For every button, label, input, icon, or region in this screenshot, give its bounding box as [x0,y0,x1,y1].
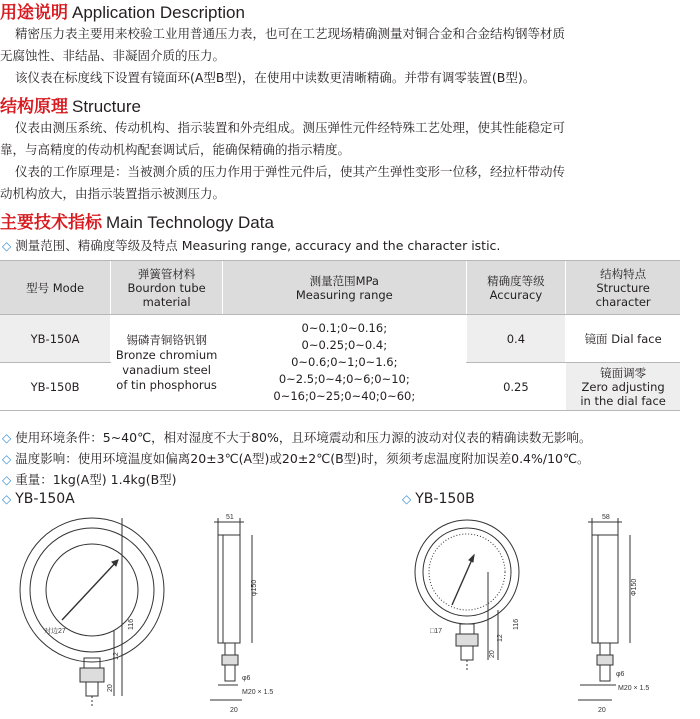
a-dim-stem: φ6 [242,675,251,682]
b-dim-side-width: 58 [602,514,610,521]
structure-title-en: Structure [72,97,141,116]
character-b: 镜面调零 Zero adjusting in the dial face [566,363,680,411]
b-dim-thread: M20 × 1.5 [618,685,650,692]
gauge-a-outer-ring [20,518,164,662]
accuracy-a: 0.4 [466,315,566,363]
a-dim-20a: 20 [107,684,114,692]
application-title-cn: 用途说明 [0,3,68,23]
b-dim-20b: 20 [598,707,606,714]
application-line-2: 无腐蚀性、非结晶、非凝固介质的压力。 [0,48,226,63]
header-accuracy: 精确度等级 Accuracy [466,261,566,315]
model-b: YB-150B [0,363,111,411]
b-dim-diameter: Φ150 [631,578,638,596]
diamond-icon: ◇ [2,452,12,466]
b-dim-across: □17 [430,628,443,635]
diamond-icon: ◇ [2,431,12,445]
diamond-icon: ◇ [402,492,412,506]
application-line-1: 精密压力表主要用来校验工业用普通压力表，也可在工艺现场精确测量对铜合金和合金结构钢等材质 [15,26,566,41]
drawing-a-title: ◇ YB-150A [2,491,75,507]
structure-line-2: 靠，与高精度的传动机构配套调试后，能确保精确的指示精度。 [0,142,351,157]
note-1: ◇ 使用环境条件：5~40℃，相对湿度不大于80%，且环境震动和压力源的波动对仪表的精确读数无影响。 [2,430,592,445]
drawing-b [400,510,700,715]
application-title-en: Application Description [72,3,245,22]
application-heading [0,0,245,23]
a-dim-diameter: φ150 [251,579,258,596]
diamond-icon: ◇ [2,239,12,253]
header-range: 测量范围MPa Measuring range [223,261,466,315]
a-dim-height: 116 [128,618,135,630]
structure-line-4: 动机构放大，由指示装置指示被测压力。 [0,186,226,201]
material-cell: 锡磷青铜铬钒钢 Bronze chromium vanadium steel of tin phosphorus [111,315,223,411]
a-dim-across: 对边27 [44,628,66,635]
character-a: 镜面 Dial face [566,315,680,363]
accuracy-b: 0.25 [466,363,566,411]
header-character: 结构特点 Structure character [566,261,680,315]
application-line-3: 该仪表在标度线下设置有镜面环(A型B型)，在使用中读数更清晰精确。并带有调零装置(B型)。 [15,70,536,85]
structure-title-cn: 结构原理 [0,97,68,117]
structure-line-3: 仪表的工作原理是：当被测介质的压力作用于弹性元件后，使其产生弹性变形一位移，经拉杆带动传 [15,164,566,179]
note-3: ◇ 重量：1kg(A型) 1.4kg(B型) [2,472,177,487]
b-dim-height: 116 [513,618,520,630]
b-dim-stem: φ6 [616,671,625,678]
structure-heading [0,92,141,117]
table-caption [2,236,500,254]
tech-title-en: Main Technology Data [106,213,274,232]
table-header-row [0,261,680,315]
diamond-icon: ◇ [2,473,12,487]
a-dim-20b: 20 [230,707,238,714]
header-model: 型号 Mode [0,261,111,315]
spec-table [0,260,680,411]
a-dim-12: 12 [113,652,120,660]
diamond-icon: ◇ [2,492,12,506]
table-caption-text: 测量范围、精确度等级及特点 Measuring range, accuracy and the character istic. [15,238,501,253]
range-cell: 0~0.1;0~0.16; 0~0.25;0~0.4; 0~0.6;0~1;0~1.6; 0~2.5;0~4;0~6;0~10; 0~16;0~25;0~40;0~60; [223,315,466,411]
model-a: YB-150A [0,315,111,363]
a-dim-thread: M20 × 1.5 [242,689,274,696]
drawing-b-title: ◇ YB-150B [402,491,475,507]
header-material: 弹簧管材料 Bourdon tube material [111,261,223,315]
a-dim-side-width: 51 [226,514,234,521]
tech-heading [0,208,274,233]
b-dim-20a: 20 [489,650,496,658]
drawing-a [0,510,340,715]
note-2: ◇ 温度影响：使用环境温度如偏离20±3℃(A型)或20±2℃(B型)时，须须考虑温度附加误差0.4%/10℃。 [2,451,590,466]
b-dim-12: 12 [497,634,504,642]
table-row [0,315,680,363]
structure-line-1: 仪表由测压系统、传动机构、指示装置和外壳组成。测压弹性元件经特殊工艺处理，使其性能稳定可 [15,120,566,135]
tech-title-cn: 主要技术指标 [0,213,102,233]
